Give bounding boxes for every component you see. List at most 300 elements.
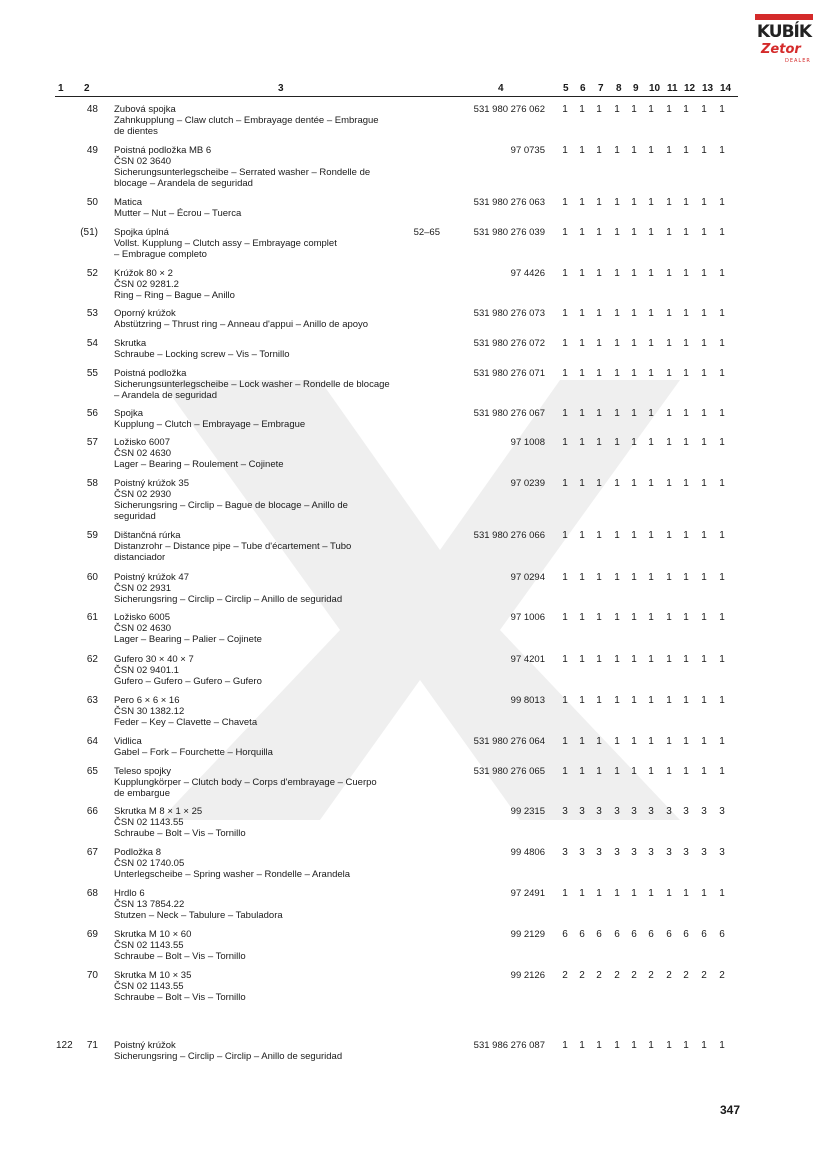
quantity-cell: 1 xyxy=(596,766,602,777)
part-description xyxy=(114,572,459,605)
quantity-cell: 1 xyxy=(614,478,620,489)
quantity-cell: 1 xyxy=(719,104,725,115)
quantity-cell: 1 xyxy=(666,227,672,238)
kubik-zetor-logo xyxy=(755,14,813,66)
quantity-cell: 2 xyxy=(666,970,672,981)
quantity-cell: 1 xyxy=(648,695,654,706)
quantity-cell: 6 xyxy=(648,929,654,940)
quantity-cell: 1 xyxy=(631,308,637,319)
quantity-cell: 1 xyxy=(683,338,689,349)
description-line: Skrutka M 10 × 60 xyxy=(114,929,192,940)
quantity-cell: 1 xyxy=(701,227,707,238)
quantity-cell: 1 xyxy=(579,888,585,899)
quantity-cell: 1 xyxy=(683,227,689,238)
quantity-cell: 1 xyxy=(648,612,654,623)
quantity-cell: 1 xyxy=(579,268,585,279)
position-number: 58 xyxy=(86,478,98,489)
description-line: Poistný krúžok xyxy=(114,1040,176,1051)
quantity-cell: 1 xyxy=(701,530,707,541)
description-line: Sicherungsunterlegscheibe – Serrated washer – Rondelle de xyxy=(114,167,371,178)
quantity-cell: 1 xyxy=(666,530,672,541)
quantity-cell: 1 xyxy=(648,408,654,419)
quantity-cell: 1 xyxy=(683,368,689,379)
quantity-cell: 3 xyxy=(631,806,637,817)
quantity-cell: 1 xyxy=(596,197,602,208)
position-number: 53 xyxy=(86,308,98,319)
quantity-cell: 3 xyxy=(648,847,654,858)
part-number: 531 986 276 087 xyxy=(473,1040,545,1051)
quantity-cell: 1 xyxy=(631,1040,637,1051)
quantity-cell: 2 xyxy=(579,970,585,981)
position-number: 68 xyxy=(86,888,98,899)
quantity-cell: 1 xyxy=(579,654,585,665)
quantity-cell: 1 xyxy=(579,478,585,489)
quantity-cell: 1 xyxy=(666,612,672,623)
description-line: Schraube – Bolt – Vis – Tornillo xyxy=(114,951,246,962)
column-header: 4 xyxy=(498,83,504,94)
quantity-cell: 1 xyxy=(666,695,672,706)
position-number: 49 xyxy=(86,145,98,156)
part-description xyxy=(114,847,459,880)
quantity-cell: 1 xyxy=(596,145,602,156)
quantity-cell: 1 xyxy=(648,530,654,541)
quantity-cell: 1 xyxy=(666,338,672,349)
part-number: 99 2126 xyxy=(510,970,545,981)
part-description xyxy=(114,695,459,728)
position-number: 63 xyxy=(86,695,98,706)
position-number: 69 xyxy=(86,929,98,940)
quantity-cell: 1 xyxy=(666,408,672,419)
quantity-cell: 1 xyxy=(648,766,654,777)
description-line: Lager – Bearing – Palier – Cojinete xyxy=(114,634,262,645)
logo-dealer: DEALER xyxy=(785,58,811,64)
quantity-cell: 1 xyxy=(562,888,568,899)
quantity-cell: 1 xyxy=(631,368,637,379)
quantity-cell: 1 xyxy=(614,1040,620,1051)
quantity-cell: 1 xyxy=(666,145,672,156)
quantity-cell: 1 xyxy=(614,308,620,319)
description-line: ČSN 02 3640 xyxy=(114,156,172,167)
quantity-cell: 2 xyxy=(648,970,654,981)
logo-brand: KUBÍK xyxy=(756,22,812,42)
quantity-cell: 1 xyxy=(614,197,620,208)
quantity-cell: 1 xyxy=(631,888,637,899)
quantity-cell: 1 xyxy=(666,368,672,379)
quantity-cell: 1 xyxy=(666,308,672,319)
quantity-cell: 1 xyxy=(666,654,672,665)
quantity-cell: 1 xyxy=(596,572,602,583)
quantity-cell: 1 xyxy=(648,145,654,156)
quantity-cell: 1 xyxy=(596,308,602,319)
quantity-cell: 1 xyxy=(614,104,620,115)
quantity-cell: 1 xyxy=(701,736,707,747)
quantity-cell: 1 xyxy=(701,572,707,583)
description-line: Lager – Bearing – Roulement – Cojinete xyxy=(114,459,284,470)
description-line: Poistný krúžok 47 xyxy=(114,572,189,583)
part-description xyxy=(114,437,459,470)
quantity-cell: 1 xyxy=(631,612,637,623)
quantity-cell: 1 xyxy=(631,197,637,208)
position-number: (51) xyxy=(80,227,98,238)
quantity-cell: 1 xyxy=(666,766,672,777)
quantity-cell: 1 xyxy=(562,1040,568,1051)
quantity-cell: 1 xyxy=(719,268,725,279)
quantity-cell: 1 xyxy=(648,478,654,489)
part-number: 99 2315 xyxy=(510,806,545,817)
description-line: Podložka 8 xyxy=(114,847,162,858)
quantity-cell: 6 xyxy=(683,929,689,940)
quantity-cell: 1 xyxy=(666,478,672,489)
quantity-cell: 1 xyxy=(562,736,568,747)
description-line: Poistná podložka xyxy=(114,368,187,379)
column-header: 12 xyxy=(684,83,696,94)
figure-number: 122 xyxy=(56,1040,73,1051)
quantity-cell: 1 xyxy=(666,197,672,208)
quantity-cell: 1 xyxy=(701,145,707,156)
position-number: 55 xyxy=(86,368,98,379)
description-line: Poistný krúžok 35 xyxy=(114,478,189,489)
quantity-cell: 1 xyxy=(562,654,568,665)
description-line: Schraube – Bolt – Vis – Tornillo xyxy=(114,828,246,839)
quantity-cell: 1 xyxy=(648,736,654,747)
quantity-cell: 1 xyxy=(631,654,637,665)
quantity-cell: 1 xyxy=(683,104,689,115)
quantity-cell: 1 xyxy=(648,1040,654,1051)
quantity-cell: 1 xyxy=(596,695,602,706)
quantity-cell: 2 xyxy=(562,970,568,981)
quantity-cell: 1 xyxy=(701,888,707,899)
quantity-cell: 3 xyxy=(579,847,585,858)
quantity-cell: 1 xyxy=(701,695,707,706)
quantity-cell: 1 xyxy=(596,888,602,899)
quantity-cell: 1 xyxy=(596,1040,602,1051)
logo-bar xyxy=(755,14,813,20)
description-line: Sicherungsunterlegscheibe – Lock washer – Rondelle de blocage xyxy=(114,379,390,390)
quantity-cell: 1 xyxy=(596,227,602,238)
description-line: ČSN 02 9281.2 xyxy=(114,279,179,290)
quantity-cell: 2 xyxy=(719,970,725,981)
quantity-cell: 1 xyxy=(719,478,725,489)
quantity-cell: 1 xyxy=(562,197,568,208)
quantity-cell: 3 xyxy=(614,847,620,858)
description-line: ČSN 02 1143.55 xyxy=(114,817,184,828)
quantity-cell: 1 xyxy=(701,766,707,777)
quantity-cell: 1 xyxy=(562,612,568,623)
quantity-cell: 1 xyxy=(683,612,689,623)
part-description xyxy=(114,970,459,1003)
description-line: distanciador xyxy=(114,552,166,563)
description-line: Abstützring – Thrust ring – Anneau d'appui – Anillo de apoyo xyxy=(114,319,369,330)
quantity-cell: 1 xyxy=(719,338,725,349)
quantity-cell: 1 xyxy=(579,612,585,623)
quantity-cell: 1 xyxy=(683,145,689,156)
quantity-cell: 1 xyxy=(648,268,654,279)
quantity-cell: 6 xyxy=(701,929,707,940)
part-description xyxy=(114,929,459,962)
position-number: 50 xyxy=(86,197,98,208)
part-description xyxy=(114,736,459,758)
part-description xyxy=(114,197,459,219)
quantity-cell: 1 xyxy=(719,695,725,706)
quantity-cell: 1 xyxy=(683,572,689,583)
part-description xyxy=(114,888,459,921)
part-number: 531 980 276 065 xyxy=(473,766,545,777)
quantity-cell: 1 xyxy=(683,695,689,706)
position-number: 62 xyxy=(86,654,98,665)
position-number: 59 xyxy=(86,530,98,541)
quantity-cell: 1 xyxy=(614,766,620,777)
quantity-cell: 1 xyxy=(683,654,689,665)
column-header: 6 xyxy=(580,83,586,94)
quantity-cell: 1 xyxy=(579,145,585,156)
quantity-cell: 1 xyxy=(719,654,725,665)
quantity-cell: 1 xyxy=(562,145,568,156)
quantity-cell: 1 xyxy=(683,268,689,279)
quantity-cell: 1 xyxy=(666,1040,672,1051)
description-line: ČSN 02 1143.55 xyxy=(114,981,184,992)
description-line: Skrutka M 8 × 1 × 25 xyxy=(114,806,203,817)
quantity-cell: 1 xyxy=(579,338,585,349)
column-header: 13 xyxy=(702,83,714,94)
part-description xyxy=(114,654,459,687)
quantity-cell: 1 xyxy=(579,104,585,115)
quantity-cell: 1 xyxy=(701,268,707,279)
quantity-cell: 1 xyxy=(648,437,654,448)
description-line: – Embrague completo xyxy=(114,249,207,260)
page-number: 347 xyxy=(719,1103,740,1117)
description-line: Sicherungsring – Circlip – Circlip – Anillo de seguridad xyxy=(114,594,343,605)
description-line: seguridad xyxy=(114,511,156,522)
part-description xyxy=(114,104,459,137)
quantity-cell: 1 xyxy=(719,572,725,583)
quantity-cell: 3 xyxy=(596,847,602,858)
quantity-cell: 1 xyxy=(666,268,672,279)
quantity-cell: 3 xyxy=(719,847,725,858)
position-number: 64 xyxy=(86,736,98,747)
description-line: Poistná podložka MB 6 xyxy=(114,145,212,156)
description-line: Stutzen – Neck – Tabulure – Tabuladora xyxy=(114,910,283,921)
quantity-cell: 1 xyxy=(596,368,602,379)
quantity-cell: 1 xyxy=(719,197,725,208)
quantity-cell: 3 xyxy=(648,806,654,817)
quantity-cell: 3 xyxy=(631,847,637,858)
description-line: Spojka xyxy=(114,408,144,419)
part-number: 531 980 276 071 xyxy=(473,368,545,379)
quantity-cell: 1 xyxy=(596,268,602,279)
description-line: Dištančná rúrka xyxy=(114,530,181,541)
description-line: ČSN 02 1740.05 xyxy=(114,858,185,869)
part-number: 97 4201 xyxy=(510,654,545,665)
quantity-cell: 1 xyxy=(631,104,637,115)
quantity-cell: 2 xyxy=(631,970,637,981)
description-line: ČSN 02 9401.1 xyxy=(114,665,179,676)
quantity-cell: 3 xyxy=(562,847,568,858)
position-number: 48 xyxy=(86,104,98,115)
quantity-cell: 1 xyxy=(596,338,602,349)
column-header: 1 xyxy=(58,83,64,94)
part-description xyxy=(114,478,459,522)
quantity-cell: 1 xyxy=(631,530,637,541)
quantity-cell: 1 xyxy=(631,437,637,448)
description-line: Unterlegscheibe – Spring washer – Rondelle – Arandela xyxy=(114,869,351,880)
position-number: 65 xyxy=(86,766,98,777)
quantity-cell: 1 xyxy=(701,478,707,489)
quantity-cell: 1 xyxy=(562,104,568,115)
quantity-cell: 1 xyxy=(562,572,568,583)
position-number: 70 xyxy=(86,970,98,981)
quantity-cell: 1 xyxy=(579,572,585,583)
quantity-cell: 1 xyxy=(719,145,725,156)
part-number: 97 0735 xyxy=(510,145,545,156)
quantity-cell: 1 xyxy=(719,766,725,777)
description-line: Hrdlo 6 xyxy=(114,888,145,899)
quantity-cell: 6 xyxy=(562,929,568,940)
part-description xyxy=(114,338,459,360)
part-number: 97 0239 xyxy=(510,478,545,489)
quantity-cell: 1 xyxy=(701,612,707,623)
quantity-cell: 1 xyxy=(631,338,637,349)
part-number: 531 980 276 062 xyxy=(473,104,545,115)
description-line: ČSN 30 1382.12 xyxy=(114,706,185,717)
part-number: 99 8013 xyxy=(510,695,545,706)
quantity-cell: 1 xyxy=(614,572,620,583)
quantity-cell: 1 xyxy=(614,145,620,156)
description-line: Gufero – Gufero – Gufero – Gufero xyxy=(114,676,262,687)
description-line: Zubová spojka xyxy=(114,104,176,115)
part-number: 97 2491 xyxy=(510,888,545,899)
quantity-cell: 1 xyxy=(631,736,637,747)
quantity-cell: 1 xyxy=(719,437,725,448)
part-number: 97 4426 xyxy=(510,268,545,279)
quantity-cell: 1 xyxy=(614,612,620,623)
quantity-cell: 1 xyxy=(562,766,568,777)
quantity-cell: 1 xyxy=(666,888,672,899)
quantity-cell: 3 xyxy=(614,806,620,817)
quantity-cell: 1 xyxy=(614,654,620,665)
quantity-cell: 1 xyxy=(683,888,689,899)
part-description xyxy=(114,766,459,799)
quantity-cell: 2 xyxy=(614,970,620,981)
quantity-cell: 1 xyxy=(631,478,637,489)
quantity-cell: 1 xyxy=(701,197,707,208)
column-header: 11 xyxy=(667,83,678,94)
part-number: 531 980 276 072 xyxy=(473,338,545,349)
quantity-cell: 1 xyxy=(579,197,585,208)
part-number: 531 980 276 066 xyxy=(473,530,545,541)
description-line: Ložisko 6005 xyxy=(114,612,170,623)
quantity-cell: 2 xyxy=(701,970,707,981)
column-header: 10 xyxy=(649,83,661,94)
quantity-cell: 1 xyxy=(719,736,725,747)
description-line: Ring – Ring – Bague – Anillo xyxy=(114,290,235,301)
quantity-cell: 1 xyxy=(562,227,568,238)
column-header: 14 xyxy=(720,83,732,94)
column-header: 8 xyxy=(616,83,622,94)
description-line: Pero 6 × 6 × 16 xyxy=(114,695,180,706)
quantity-cell: 1 xyxy=(719,227,725,238)
quantity-cell: 1 xyxy=(648,368,654,379)
quantity-cell: 1 xyxy=(683,308,689,319)
quantity-cell: 1 xyxy=(614,338,620,349)
quantity-cell: 1 xyxy=(631,227,637,238)
position-range: 52–65 xyxy=(413,227,440,238)
quantity-cell: 1 xyxy=(562,268,568,279)
quantity-cell: 1 xyxy=(683,530,689,541)
quantity-cell: 1 xyxy=(719,408,725,419)
quantity-cell: 1 xyxy=(579,437,585,448)
quantity-cell: 1 xyxy=(614,227,620,238)
part-number: 99 4806 xyxy=(510,847,545,858)
quantity-cell: 1 xyxy=(631,408,637,419)
quantity-cell: 1 xyxy=(614,437,620,448)
quantity-cell: 1 xyxy=(666,736,672,747)
quantity-cell: 1 xyxy=(701,368,707,379)
quantity-cell: 1 xyxy=(719,888,725,899)
column-header: 5 xyxy=(563,83,569,94)
part-description xyxy=(114,612,459,645)
part-number: 531 980 276 073 xyxy=(473,308,545,319)
part-description xyxy=(114,1040,459,1062)
part-number: 97 1006 xyxy=(510,612,545,623)
quantity-cell: 1 xyxy=(701,308,707,319)
quantity-cell: 1 xyxy=(631,145,637,156)
quantity-cell: 3 xyxy=(701,847,707,858)
description-line: Krúžok 80 × 2 xyxy=(114,268,173,279)
quantity-cell: 6 xyxy=(666,929,672,940)
position-number: 61 xyxy=(86,612,98,623)
quantity-cell: 6 xyxy=(719,929,725,940)
part-description xyxy=(114,806,459,839)
part-description xyxy=(114,408,459,430)
description-line: Spojka úplná xyxy=(114,227,169,238)
part-number: 531 980 276 064 xyxy=(473,736,545,747)
description-line: ČSN 02 2931 xyxy=(114,583,172,594)
quantity-cell: 1 xyxy=(666,104,672,115)
logo-zetor: Zetor xyxy=(761,42,801,57)
quantity-cell: 1 xyxy=(719,368,725,379)
quantity-cell: 1 xyxy=(562,308,568,319)
quantity-cell: 1 xyxy=(648,197,654,208)
quantity-cell: 1 xyxy=(579,308,585,319)
column-header: 2 xyxy=(84,83,90,94)
part-description xyxy=(114,368,459,401)
quantity-cell: 1 xyxy=(614,530,620,541)
quantity-cell: 3 xyxy=(666,806,672,817)
quantity-cell: 3 xyxy=(683,806,689,817)
description-line: ČSN 02 2930 xyxy=(114,489,172,500)
quantity-cell: 1 xyxy=(596,612,602,623)
description-line: Schraube – Bolt – Vis – Tornillo xyxy=(114,992,246,1003)
quantity-cell: 1 xyxy=(562,338,568,349)
quantity-cell: 1 xyxy=(579,695,585,706)
description-line: Ložisko 6007 xyxy=(114,437,170,448)
quantity-cell: 1 xyxy=(596,478,602,489)
quantity-cell: 1 xyxy=(579,766,585,777)
quantity-cell: 1 xyxy=(701,654,707,665)
quantity-cell: 1 xyxy=(579,408,585,419)
quantity-cell: 1 xyxy=(562,368,568,379)
quantity-cell: 3 xyxy=(701,806,707,817)
quantity-cell: 6 xyxy=(596,929,602,940)
description-line: Zahnkupplung – Claw clutch – Embrayage dentée – Embrague xyxy=(114,115,379,126)
part-description xyxy=(114,268,459,301)
description-line: Matica xyxy=(114,197,142,208)
quantity-cell: 1 xyxy=(579,736,585,747)
quantity-cell: 1 xyxy=(719,308,725,319)
description-line: blocage – Arandela de seguridad xyxy=(114,178,253,189)
quantity-cell: 3 xyxy=(683,847,689,858)
position-number: 54 xyxy=(86,338,98,349)
